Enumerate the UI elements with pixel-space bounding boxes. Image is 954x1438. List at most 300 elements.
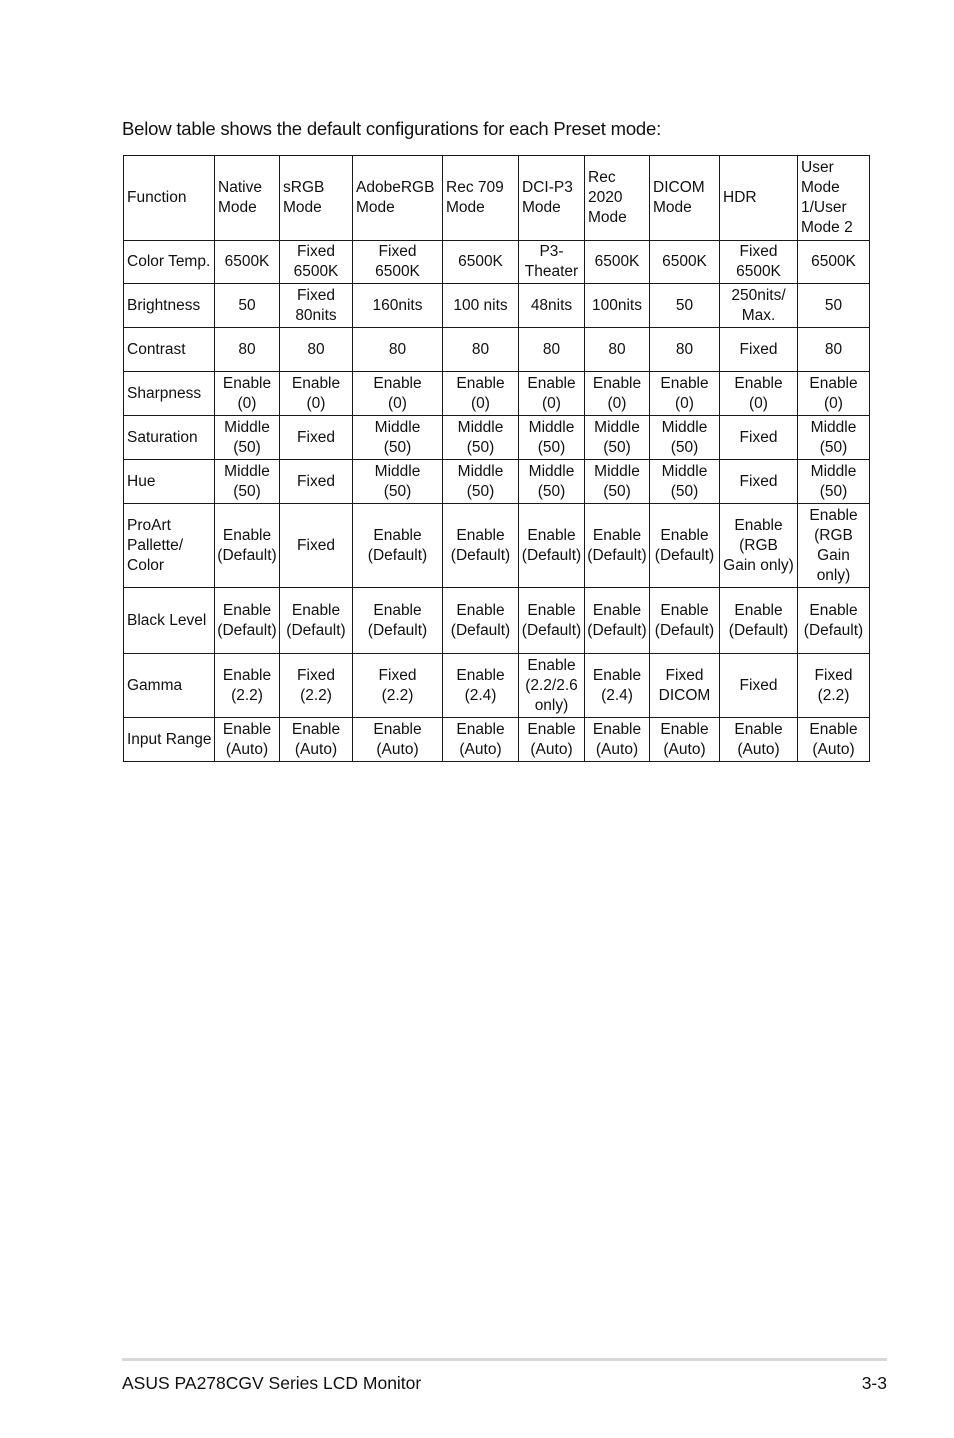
cell-line: Fixed <box>739 340 778 358</box>
table-cell <box>720 718 798 762</box>
table-cell <box>798 718 870 762</box>
cell-line: Middle <box>457 418 504 436</box>
table-cell <box>353 460 443 504</box>
table-cell <box>650 416 720 460</box>
table-cell <box>443 504 519 588</box>
cell-line: 80 <box>307 340 325 358</box>
cell-line: Enable <box>660 601 709 619</box>
cell-line: (Default) <box>367 546 428 564</box>
table-cell <box>353 416 443 460</box>
table-cell <box>519 416 585 460</box>
cell-line: 50 <box>675 296 694 314</box>
table-cell <box>215 416 280 460</box>
table-cell <box>585 241 650 284</box>
cell-line: Enable <box>291 374 341 392</box>
table-cell <box>720 328 798 372</box>
cell-line: Enable <box>527 656 576 674</box>
table-cell <box>585 328 650 372</box>
cell-line: Enable <box>527 601 576 619</box>
cell-line: Fixed <box>665 666 704 684</box>
table-cell <box>353 284 443 328</box>
table-cell <box>798 328 870 372</box>
row-label: Gamma <box>124 654 215 718</box>
cell-line: Enable <box>456 666 505 684</box>
table-cell <box>443 284 519 328</box>
cell-line: 6500K <box>458 253 503 270</box>
table-cell <box>650 328 720 372</box>
cell-line: 250nits/ <box>731 286 786 304</box>
cell-line: (0) <box>237 394 257 412</box>
cell-line: (Auto) <box>663 740 706 758</box>
table-cell <box>798 241 870 284</box>
cell-line: Fixed <box>297 536 335 554</box>
table-cell <box>720 588 798 654</box>
cell-line: 50 <box>824 296 843 314</box>
row-label <box>124 504 215 588</box>
table-cell <box>585 504 650 588</box>
table-row <box>124 588 870 654</box>
table-cell <box>280 504 353 588</box>
cell-line: Function <box>127 189 187 206</box>
cell-line: Enable <box>592 720 642 738</box>
cell-line: Fixed <box>297 286 335 304</box>
table-cell <box>519 718 585 762</box>
cell-line: Enable <box>527 526 576 544</box>
table-cell <box>798 416 870 460</box>
cell-line: Fixed <box>378 243 417 260</box>
table-cell <box>798 588 870 654</box>
row-label: Contrast <box>124 328 215 372</box>
cell-line: 6500K <box>224 253 270 270</box>
cell-line: Middle <box>661 462 708 480</box>
table-cell <box>443 588 519 654</box>
cell-line: Enable <box>809 374 858 392</box>
table-cell <box>519 328 585 372</box>
cell-line: (Default) <box>521 621 582 639</box>
cell-line: Fixed <box>739 472 778 490</box>
table-row <box>124 328 870 372</box>
cell-line: Enable <box>373 526 422 544</box>
cell-line: Theater <box>524 263 579 280</box>
cell-line: (2.2) <box>817 686 850 704</box>
table-cell <box>798 372 870 416</box>
table-cell <box>443 718 519 762</box>
table-cell <box>720 504 798 588</box>
column-header <box>353 156 443 241</box>
cell-line: (0) <box>607 394 627 412</box>
row-label: Color Temp. <box>124 241 215 284</box>
table-cell <box>519 372 585 416</box>
cell-line: Enable <box>809 720 858 738</box>
table-cell <box>798 654 870 718</box>
table-cell <box>443 372 519 416</box>
cell-line: Enable <box>456 720 505 738</box>
table-cell <box>353 241 443 284</box>
table-cell <box>650 718 720 762</box>
cell-line: (0) <box>542 394 561 412</box>
cell-line: Enable <box>222 601 272 619</box>
cell-line: Rec 709 <box>446 179 504 196</box>
cell-line: 100 nits <box>453 296 508 314</box>
cell-line: Middle <box>594 418 640 436</box>
cell-line: Enable <box>222 720 272 738</box>
cell-line: (50) <box>670 438 699 456</box>
cell-line: Enable <box>527 720 576 738</box>
cell-line: 6500K <box>293 263 339 280</box>
cell-line: Middle <box>224 462 270 480</box>
cell-line: (50) <box>537 438 566 456</box>
cell-line: 100nits <box>592 296 642 314</box>
column-header <box>443 156 519 241</box>
cell-line: (50) <box>383 482 412 500</box>
table-cell <box>353 654 443 718</box>
cell-line: Mode <box>446 199 485 216</box>
cell-line: (50) <box>670 482 699 500</box>
cell-line: Middle <box>528 418 575 436</box>
cell-line: Enable <box>734 374 783 392</box>
table-cell <box>443 328 519 372</box>
cell-line: (2.2) <box>231 686 263 704</box>
cell-line: 1/User <box>801 199 847 216</box>
cell-line: (Auto) <box>459 740 502 758</box>
cell-line: (50) <box>603 482 631 500</box>
cell-line: (Default) <box>587 621 647 639</box>
cell-line: (0) <box>824 394 843 412</box>
table-cell <box>585 654 650 718</box>
cell-line: (2.4) <box>464 686 497 704</box>
column-header <box>280 156 353 241</box>
table-cell <box>650 654 720 718</box>
cell-line: P3- <box>539 243 564 260</box>
cell-line: DICOM <box>658 686 711 704</box>
table-row <box>124 460 870 504</box>
table-cell <box>519 654 585 718</box>
table-cell <box>280 654 353 718</box>
cell-line: (50) <box>233 482 261 500</box>
table-cell <box>720 416 798 460</box>
table-cell <box>215 654 280 718</box>
table-cell <box>215 504 280 588</box>
cell-line: (50) <box>466 482 495 500</box>
cell-line: 80 <box>388 340 407 358</box>
cell-line: Enable <box>222 526 272 544</box>
cell-line: Fixed <box>814 666 853 684</box>
cell-line: Enable <box>456 601 505 619</box>
table-cell <box>519 460 585 504</box>
cell-line: (RGB <box>739 536 778 554</box>
cell-line: Middle <box>374 462 421 480</box>
row-label: Black Level <box>124 588 215 654</box>
column-header <box>519 156 585 241</box>
footer-divider <box>122 1358 887 1361</box>
table-cell <box>215 460 280 504</box>
table-cell <box>443 241 519 284</box>
cell-line: Middle <box>810 418 857 436</box>
cell-line: Enable <box>734 720 783 738</box>
cell-line: only) <box>816 566 851 584</box>
cell-line: (Auto) <box>225 740 269 758</box>
cell-line: Middle <box>457 462 504 480</box>
cell-line: (Default) <box>286 621 346 639</box>
cell-line: Enable <box>592 666 642 684</box>
cell-line: (50) <box>466 438 495 456</box>
cell-line: (2.2) <box>300 686 332 704</box>
column-header <box>124 156 215 241</box>
cell-line: 48nits <box>530 296 573 314</box>
cell-line: 80 <box>675 340 694 358</box>
cell-line: (Default) <box>521 546 582 564</box>
cell-line: Mode <box>283 199 322 216</box>
cell-line: (Auto) <box>737 740 780 758</box>
cell-line: (50) <box>819 482 848 500</box>
row-label: Brightness <box>124 284 215 328</box>
table-row <box>124 654 870 718</box>
cell-line: Enable <box>222 666 272 684</box>
cell-line: Enable <box>456 374 505 392</box>
table-cell <box>443 460 519 504</box>
cell-line: (Default) <box>217 546 277 564</box>
cell-line: Enable <box>660 720 709 738</box>
cell-line: (Default) <box>654 621 715 639</box>
cell-line: 6500K <box>662 253 707 270</box>
cell-line: 6500K <box>811 253 856 270</box>
cell-line: (Default) <box>654 546 715 564</box>
cell-line: (Default) <box>450 621 511 639</box>
cell-line: (0) <box>471 394 490 412</box>
table-cell <box>215 328 280 372</box>
cell-line: Native <box>218 179 262 196</box>
cell-line: Enable <box>592 374 642 392</box>
cell-line: Enable <box>291 720 341 738</box>
cell-line: Mode <box>801 179 840 196</box>
table-cell <box>585 416 650 460</box>
cell-line: (Auto) <box>376 740 419 758</box>
cell-line: Enable <box>809 601 858 619</box>
cell-line: 6500K <box>375 263 420 280</box>
cell-line: DCI-P3 <box>522 179 573 196</box>
cell-line: (50) <box>233 438 261 456</box>
cell-line: (Auto) <box>530 740 573 758</box>
table-cell <box>353 372 443 416</box>
table-cell <box>798 284 870 328</box>
table-cell <box>443 654 519 718</box>
footer-product-name: ASUS PA278CGV Series LCD Monitor <box>122 1373 422 1393</box>
table-cell <box>215 718 280 762</box>
cell-line: (2.4) <box>601 686 633 704</box>
table-cell <box>585 372 650 416</box>
cell-line: Enable <box>373 601 422 619</box>
footer-page-number: 3-3 <box>861 1373 887 1393</box>
cell-line: Mode <box>218 199 257 216</box>
table-cell <box>215 241 280 284</box>
table-cell <box>720 654 798 718</box>
table-cell <box>519 588 585 654</box>
cell-line: 2020 <box>588 189 623 206</box>
column-header <box>215 156 280 241</box>
table-cell <box>720 241 798 284</box>
cell-line: Enable <box>373 720 422 738</box>
cell-line: Middle <box>528 462 575 480</box>
cell-line: Mode <box>356 199 395 216</box>
table-row <box>124 372 870 416</box>
cell-line: Fixed <box>739 676 778 694</box>
table-cell <box>280 718 353 762</box>
cell-line: Enable <box>592 526 642 544</box>
table-cell <box>650 372 720 416</box>
table-cell <box>353 718 443 762</box>
table-cell <box>798 460 870 504</box>
cell-line: Mode <box>588 209 627 226</box>
cell-line: Enable <box>660 526 709 544</box>
table-cell <box>215 284 280 328</box>
row-label: Saturation <box>124 416 215 460</box>
cell-line: Middle <box>594 462 640 480</box>
table-cell <box>215 372 280 416</box>
table-cell <box>280 588 353 654</box>
cell-line: Fixed <box>297 428 335 446</box>
table-cell <box>585 460 650 504</box>
table-cell <box>519 241 585 284</box>
cell-line: 80 <box>608 340 626 358</box>
cell-line: Enable <box>734 601 783 619</box>
cell-line: Enable <box>373 374 422 392</box>
cell-line: 160nits <box>372 296 423 314</box>
cell-line: 80 <box>824 340 843 358</box>
cell-line: (0) <box>749 394 768 412</box>
cell-line: Fixed <box>297 666 335 684</box>
cell-line: 50 <box>238 296 256 314</box>
cell-line: (Auto) <box>812 740 855 758</box>
row-label: Sharpness <box>124 372 215 416</box>
table-cell <box>280 460 353 504</box>
cell-line: Mode <box>522 199 561 216</box>
table-row <box>124 241 870 284</box>
cell-line: Max. <box>741 306 776 324</box>
table-cell <box>215 588 280 654</box>
cell-line: Enable <box>809 506 858 524</box>
cell-line: Enable <box>291 601 341 619</box>
column-header <box>798 156 870 241</box>
cell-line: only) <box>534 696 569 714</box>
cell-line: (RGB <box>814 526 853 544</box>
cell-line: 80 <box>542 340 561 358</box>
table-cell <box>650 588 720 654</box>
cell-line: Color <box>127 556 165 574</box>
cell-line: Pallette/ <box>127 536 184 554</box>
cell-line: Fixed <box>378 666 417 684</box>
cell-line: (0) <box>388 394 407 412</box>
cell-line: Enable <box>734 516 783 534</box>
cell-line: sRGB <box>283 179 325 196</box>
table-cell <box>650 284 720 328</box>
cell-line: (Default) <box>367 621 428 639</box>
table-cell <box>280 328 353 372</box>
table-cell <box>585 284 650 328</box>
cell-line: AdobeRGB <box>356 179 435 196</box>
cell-line: DICOM <box>653 179 705 196</box>
cell-line: User <box>801 159 834 176</box>
cell-line: Mode 2 <box>801 219 853 236</box>
table-cell <box>280 372 353 416</box>
cell-line: (2.2) <box>381 686 414 704</box>
cell-line: Middle <box>374 418 421 436</box>
table-cell <box>519 284 585 328</box>
cell-line: (Default) <box>450 546 511 564</box>
cell-line: Mode <box>653 199 692 216</box>
cell-line: Fixed <box>297 472 335 490</box>
cell-line: (50) <box>819 438 848 456</box>
cell-line: HDR <box>723 189 757 206</box>
table-body <box>124 156 870 762</box>
cell-line: Fixed <box>739 243 778 260</box>
table-cell <box>443 416 519 460</box>
cell-line: (Default) <box>217 621 277 639</box>
cell-line: 80 <box>471 340 490 358</box>
table-cell <box>650 460 720 504</box>
table-cell <box>798 504 870 588</box>
cell-line: Enable <box>527 374 576 392</box>
table-cell <box>280 241 353 284</box>
cell-line: (Default) <box>728 621 789 639</box>
column-header <box>585 156 650 241</box>
cell-line: Gain <box>817 546 850 564</box>
cell-line: 6500K <box>594 253 640 270</box>
cell-line: Gain only) <box>723 556 794 574</box>
table-cell <box>280 284 353 328</box>
cell-line: (Auto) <box>294 740 338 758</box>
column-header <box>650 156 720 241</box>
table-cell <box>720 284 798 328</box>
cell-line: Fixed <box>739 428 778 446</box>
header-row <box>124 156 870 241</box>
row-label: Hue <box>124 460 215 504</box>
row-label: Input Range <box>124 718 215 762</box>
cell-line: 6500K <box>736 263 781 280</box>
cell-line: Middle <box>224 418 270 436</box>
table-cell <box>720 372 798 416</box>
cell-line: Middle <box>810 462 857 480</box>
cell-line: (50) <box>383 438 412 456</box>
cell-line: Enable <box>222 374 272 392</box>
table-cell <box>585 588 650 654</box>
cell-line: (Auto) <box>595 740 639 758</box>
column-header <box>720 156 798 241</box>
cell-line: Fixed <box>297 243 335 260</box>
cell-line: Enable <box>660 374 709 392</box>
cell-line: (50) <box>537 482 566 500</box>
table-cell <box>650 504 720 588</box>
table-cell <box>720 460 798 504</box>
cell-line: 80 <box>238 340 256 358</box>
table-cell <box>280 416 353 460</box>
table-row <box>124 718 870 762</box>
cell-line: (Default) <box>803 621 864 639</box>
table-row <box>124 504 870 588</box>
table-cell <box>585 718 650 762</box>
cell-line: (2.2/2.6 <box>525 676 578 694</box>
cell-line: (0) <box>675 394 694 412</box>
cell-line: ProArt <box>127 516 171 534</box>
cell-line: Enable <box>592 601 642 619</box>
cell-line: (Default) <box>587 546 647 564</box>
cell-line: Enable <box>456 526 505 544</box>
cell-line: Middle <box>661 418 708 436</box>
table-row <box>124 284 870 328</box>
table-cell <box>650 241 720 284</box>
table-row <box>124 416 870 460</box>
cell-line: Rec <box>588 169 616 186</box>
table-cell <box>353 588 443 654</box>
